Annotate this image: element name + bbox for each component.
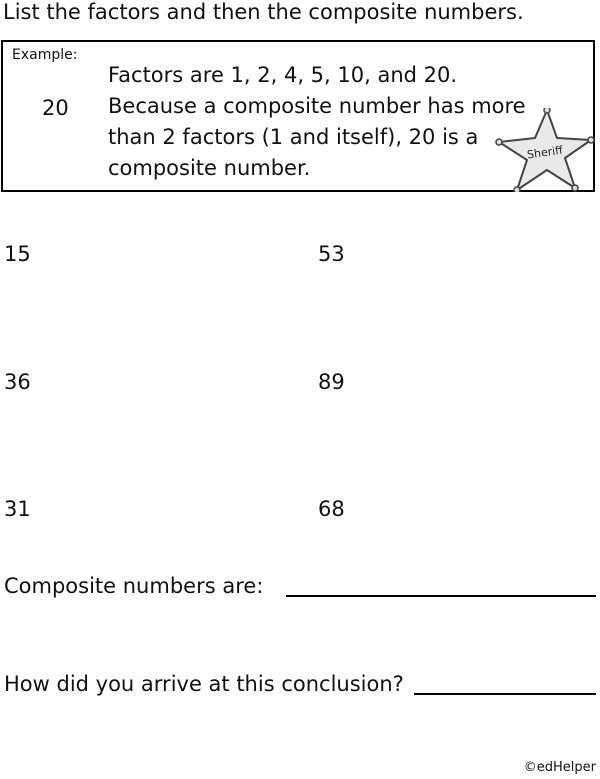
example-line: than 2 factors (1 and itself), 20 is a: [108, 125, 479, 149]
instructions: List the factors and then the composite numbers.: [3, 0, 524, 24]
composite-numbers-label: Composite numbers are:: [4, 574, 264, 598]
composite-numbers-answer-line[interactable]: [286, 595, 596, 597]
sheriff-badge-icon: [495, 108, 595, 192]
example-line: composite number.: [108, 156, 311, 180]
example-explanation: [108, 60, 526, 184]
badge-label: Sheriff: [526, 143, 564, 162]
problem-number: 68: [318, 497, 345, 521]
example-number: 20: [42, 96, 69, 120]
conclusion-answer-line[interactable]: [414, 693, 596, 695]
example-label: Example:: [12, 47, 78, 63]
problem-number: 89: [318, 370, 345, 394]
conclusion-label: How did you arrive at this conclusion?: [4, 672, 404, 696]
problem-number: 31: [4, 497, 31, 521]
problem-number: 36: [4, 370, 31, 394]
copyright-footer: ©edHelper: [523, 760, 596, 775]
example-line: Because a composite number has more: [108, 94, 526, 118]
problem-number: 15: [4, 242, 31, 266]
problem-number: 53: [318, 242, 345, 266]
example-line: Factors are 1, 2, 4, 5, 10, and 20.: [108, 63, 458, 87]
